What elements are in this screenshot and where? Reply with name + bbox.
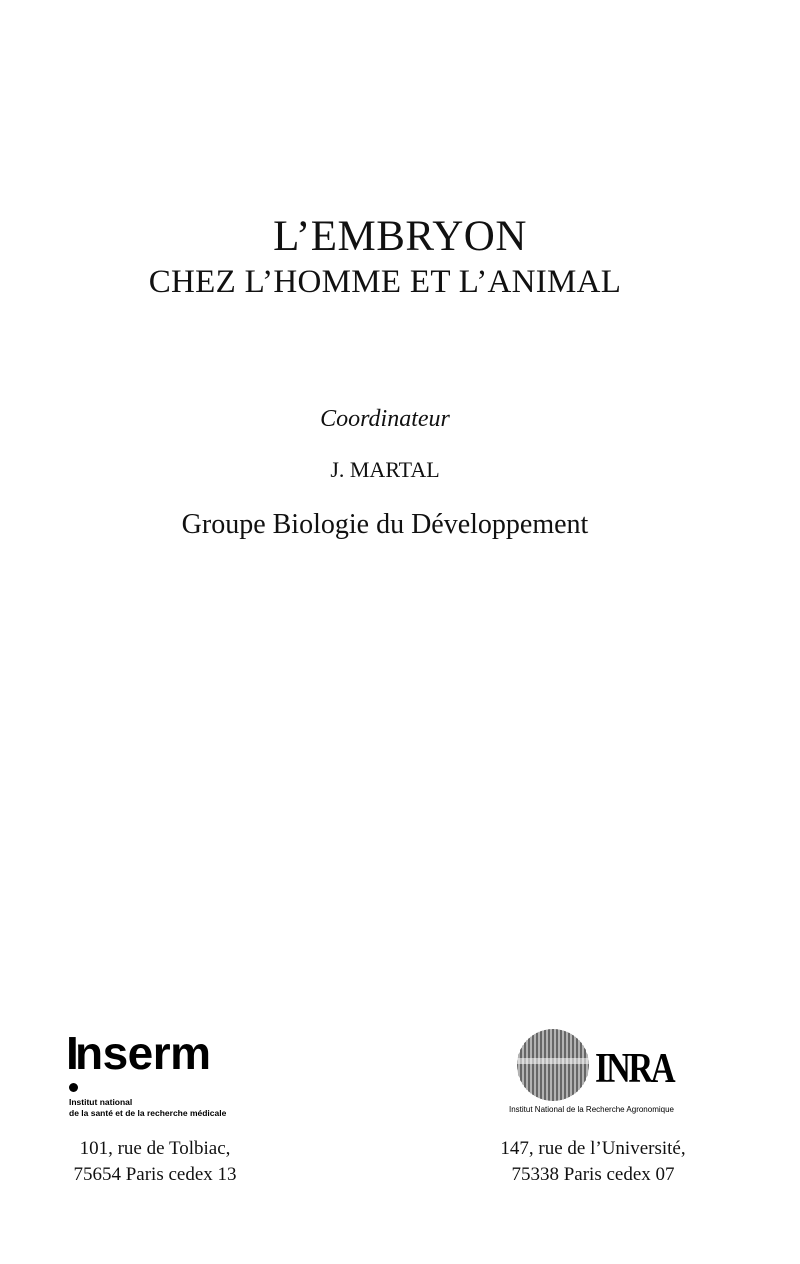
inserm-dot-icon <box>69 1083 78 1092</box>
inserm-logo <box>60 1028 320 1118</box>
inserm-address <box>40 1136 270 1188</box>
inra-emblem-band <box>515 1058 591 1064</box>
inra-address-line2: 75338 Paris cedex 07 <box>511 1164 675 1185</box>
book-title: L’EMBRYON <box>273 213 527 260</box>
inserm-address-line2: 75654 Paris cedex 13 <box>73 1164 237 1185</box>
inserm-logo-text: nserm <box>75 1027 211 1079</box>
book-subtitle: CHEZ L’HOMME ET L’ANIMAL <box>148 264 622 300</box>
inra-wordmark: INRA <box>595 1046 674 1092</box>
coordinator-label: Coordinateur <box>320 406 450 432</box>
inserm-address-line1: 101, rue de Tolbiac, <box>79 1138 231 1159</box>
group-name: Groupe Biologie du Développement <box>181 509 589 540</box>
inserm-caption-line2: de la santé et de la recherche médicale <box>69 1108 227 1118</box>
inserm-logo-letter: I <box>66 1027 79 1079</box>
inserm-caption <box>69 1097 226 1119</box>
inserm-caption-line1: Institut national <box>69 1097 133 1107</box>
inra-address-line1: 147, rue de l’Université, <box>500 1138 686 1159</box>
coordinator-name: J. MARTAL <box>330 457 440 482</box>
inra-emblem-icon <box>515 1028 591 1102</box>
inra-address <box>478 1136 708 1188</box>
inserm-wordmark <box>66 1028 211 1078</box>
inra-logo <box>505 1024 705 1119</box>
inra-caption: Institut National de la Recherche Agronomique <box>509 1105 674 1114</box>
